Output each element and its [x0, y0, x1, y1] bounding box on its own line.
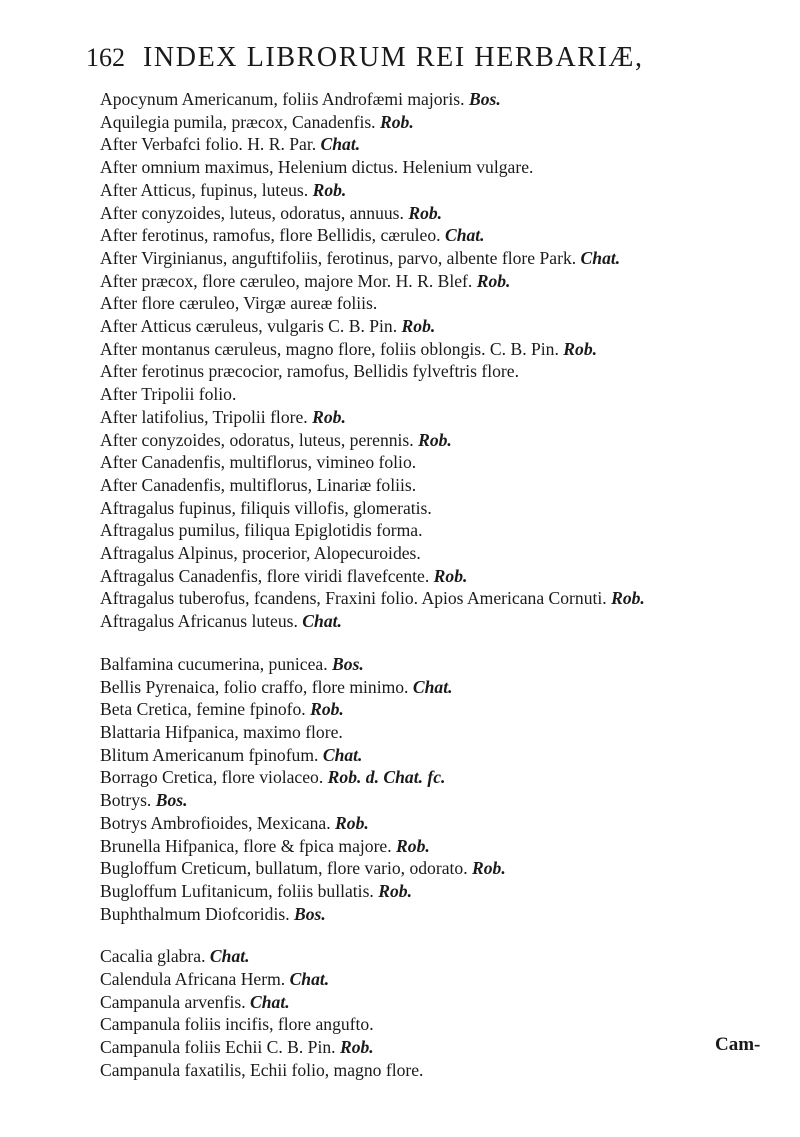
- index-entry: [100, 338, 790, 361]
- entry-text: Campanula arvenfis.: [100, 991, 246, 1012]
- entry-text: Campanula foliis incifis, flore angufto.: [100, 1014, 374, 1035]
- entry-reference: Chat.: [320, 134, 361, 155]
- entry-reference: Rob.: [312, 406, 346, 427]
- index-entry: [100, 653, 790, 676]
- index-entry: [100, 542, 790, 565]
- index-entry: [100, 744, 790, 767]
- entry-text: Aftragalus fupinus, filiquis villofis, glomeratis.: [100, 497, 432, 518]
- index-entry: [100, 565, 790, 588]
- entry-reference: Chat.: [580, 247, 621, 268]
- index-entry: [100, 111, 790, 134]
- entry-text: Brunella Hifpanica, flore & fpica majore.: [100, 835, 392, 856]
- index-entry: [100, 292, 790, 315]
- index-entry: [100, 903, 790, 926]
- index-entry: [100, 519, 790, 542]
- entry-text: Aftragalus Canadenfis, flore viridi flavefcente.: [100, 565, 430, 586]
- index-entry: [100, 991, 790, 1014]
- entry-reference: Rob.: [563, 338, 598, 359]
- index-entry: [100, 698, 790, 721]
- catchword: Cam-: [715, 1034, 761, 1055]
- index-entry: [100, 1036, 790, 1059]
- index-entry: [100, 812, 790, 835]
- page-header: [86, 42, 776, 80]
- index-entry: [100, 968, 790, 991]
- entry-reference: Rob.: [433, 565, 468, 586]
- entry-text: Balfamina cucumerina, punicea.: [100, 653, 328, 674]
- entry-reference: Bos.: [332, 653, 364, 674]
- entry-text: Blitum Americanum fpinofum.: [100, 744, 319, 765]
- entry-reference: Rob.: [379, 111, 414, 132]
- entry-text: After conyzoides, odoratus, luteus, perennis.: [100, 429, 414, 450]
- index-entry: [100, 1059, 790, 1082]
- entry-reference: Rob. d. Chat. fc.: [327, 767, 446, 788]
- entry-text: Apocynum Americanum, foliis Androfæmi majoris.: [100, 89, 465, 109]
- index-entry: [100, 315, 790, 338]
- index-entry: [100, 179, 790, 202]
- index-entry: [100, 676, 790, 699]
- entry-text: Bugloffum Creticum, bullatum, flore vario, odorato.: [100, 858, 468, 879]
- entry-text: Cacalia glabra.: [100, 946, 206, 967]
- entry-reference: Rob.: [401, 316, 436, 337]
- entry-text: Blattaria Hifpanica, maximo flore.: [100, 721, 343, 742]
- entry-text: Bugloffum Lufitanicum, foliis bullatis.: [100, 880, 374, 901]
- index-entry: [100, 880, 790, 903]
- index-entry: [100, 587, 790, 610]
- index-entry: [100, 133, 790, 156]
- entry-reference: Rob.: [472, 858, 506, 879]
- index-entry: [100, 383, 790, 406]
- entry-reference: Chat.: [209, 946, 250, 967]
- entry-text: Botrys.: [100, 790, 152, 811]
- index-entry: [100, 360, 790, 383]
- entry-reference: Chat.: [412, 676, 453, 697]
- index-entry: [100, 789, 790, 812]
- entry-text: After omnium maximus, Helenium dictus. Helenium vulgare.: [100, 157, 534, 178]
- entry-text: Aftragalus tuberofus, fcandens, Fraxini folio. Apios Americana Cornuti.: [100, 588, 607, 609]
- index-entry: [100, 497, 790, 520]
- entry-reference: Bos.: [294, 903, 326, 924]
- entry-text: Aquilegia pumila, præcox, Canadenfis.: [100, 111, 376, 132]
- index-entry: [100, 247, 790, 270]
- entry-text: After Virginianus, anguftifoliis, ferotinus, parvo, albente flore Park.: [100, 247, 577, 268]
- entry-text: Buphthalmum Diofcoridis.: [100, 903, 290, 924]
- entry-text: After montanus cæruleus, magno flore, foliis oblongis. C. B. Pin.: [100, 338, 559, 359]
- entry-text: After latifolius, Tripolii flore.: [100, 406, 308, 427]
- index-entry: [100, 429, 790, 452]
- entry-reference: Rob.: [418, 429, 452, 450]
- entry-text: Aftragalus Africanus luteus.: [100, 611, 298, 632]
- index-entry: [100, 156, 790, 179]
- entry-text: After flore cæruleo, Virgæ aureæ foliis.: [100, 293, 378, 314]
- entry-reference: Chat.: [250, 991, 290, 1012]
- entry-text: Bellis Pyrenaica, folio craffo, flore minimo.: [100, 676, 409, 697]
- entry-text: After præcox, flore cæruleo, majore Mor. H. R. Blef.: [100, 270, 473, 291]
- index-entry: [100, 88, 790, 111]
- entry-reference: Rob.: [335, 812, 369, 833]
- entry-reference: Rob.: [408, 202, 443, 223]
- running-title: INDEX LIBRORUM REI HERBARIÆ,: [143, 42, 644, 73]
- section-gap: [100, 633, 790, 653]
- index-entry: [100, 451, 790, 474]
- index-entry: [100, 610, 790, 633]
- entry-reference: Rob.: [312, 179, 347, 200]
- entry-reference: Bos.: [468, 89, 501, 109]
- entry-reference: Rob.: [611, 588, 645, 609]
- entry-text: After ferotinus præcocior, ramofus, Bellidis fylveftris flore.: [100, 361, 519, 382]
- index-entry: [100, 857, 790, 880]
- index-entry: [100, 721, 790, 744]
- index-entry: [100, 835, 790, 858]
- entry-text: After Atticus cæruleus, vulgaris C. B. Pin.: [100, 316, 398, 337]
- entry-text: Campanula faxatilis, Echii folio, magno flore.: [100, 1059, 424, 1080]
- entry-text: Aftragalus Alpinus, procerior, Alopecuroides.: [100, 543, 421, 564]
- index-entry: [100, 270, 790, 293]
- entry-reference: Chat.: [444, 225, 485, 246]
- entry-reference: Rob.: [310, 699, 344, 720]
- entry-text: Beta Cretica, femine fpinofo.: [100, 699, 306, 720]
- entry-text: Borrago Cretica, flore violaceo.: [100, 767, 324, 788]
- index-entry: [100, 945, 790, 968]
- index-entry: [100, 224, 790, 247]
- entry-reference: Rob.: [396, 835, 430, 856]
- index-entry: [100, 766, 790, 789]
- entry-text: Aftragalus pumilus, filiqua Epiglotidis forma.: [100, 520, 423, 541]
- entry-reference: Chat.: [322, 744, 363, 765]
- entry-reference: Bos.: [155, 790, 188, 811]
- entry-text: Campanula foliis Echii C. B. Pin.: [100, 1037, 336, 1058]
- entry-text: After ferotinus, ramofus, flore Bellidis, cæruleo.: [100, 225, 441, 246]
- entry-text: After Atticus, fupinus, luteus.: [100, 179, 309, 200]
- entry-reference: Rob.: [476, 270, 511, 291]
- index-entry: [100, 474, 790, 497]
- entry-reference: Rob.: [339, 1037, 374, 1058]
- entry-text: After Verbafci folio. H. R. Par.: [100, 134, 317, 155]
- section-gap: [100, 925, 790, 945]
- index-entry: [100, 1013, 790, 1036]
- entry-text: After Tripolii folio.: [100, 384, 237, 405]
- entry-reference: Rob.: [378, 880, 412, 901]
- index-entry: [100, 406, 790, 429]
- entry-text: After Canadenfis, multiflorus, vimineo folio.: [100, 452, 417, 473]
- entry-text: After conyzoides, luteus, odoratus, annuus.: [100, 202, 404, 223]
- entry-reference: Chat.: [289, 969, 330, 990]
- index-entry: [100, 202, 790, 225]
- index-entries: [100, 88, 790, 1082]
- entry-text: Botrys Ambrofioides, Mexicana.: [100, 812, 331, 833]
- entry-reference: Chat.: [302, 611, 342, 632]
- page-number: 162: [86, 43, 125, 72]
- entry-text: Calendula Africana Herm.: [100, 969, 286, 990]
- entry-text: After Canadenfis, multiflorus, Linariæ foliis.: [100, 474, 417, 495]
